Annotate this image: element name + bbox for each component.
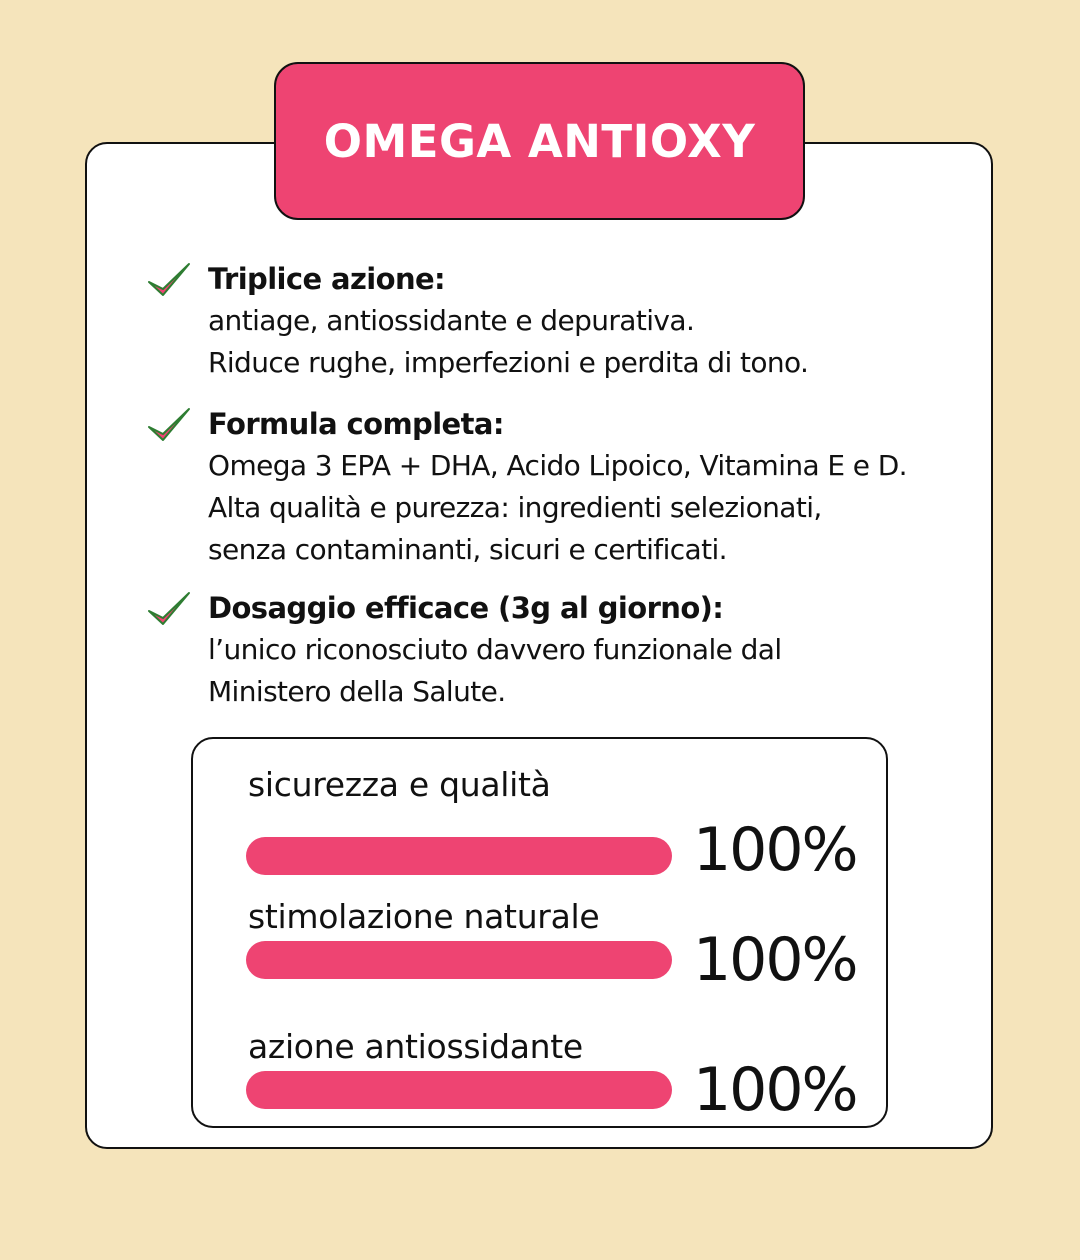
feature-line: l’unico riconosciuto davvero funzionale dal <box>208 633 782 666</box>
stats-panel <box>191 737 888 1128</box>
progress-bar-fill <box>246 837 672 875</box>
feature-line: senza contaminanti, sicuri e certificati. <box>208 533 727 566</box>
check-icon <box>146 260 192 300</box>
stat-value: 100% <box>693 1055 857 1125</box>
feature-heading: Formula completa: <box>208 407 504 441</box>
stat-value: 100% <box>693 815 857 885</box>
feature-line: Ministero della Salute. <box>208 675 506 708</box>
progress-bar-fill <box>246 941 672 979</box>
stat-label: stimolazione naturale <box>248 897 600 936</box>
check-icon <box>146 589 192 629</box>
feature-line: Riduce rughe, imperfezioni e perdita di tono. <box>208 346 809 379</box>
check-icon <box>146 405 192 445</box>
page-title: OMEGA ANTIOXY <box>323 114 756 168</box>
feature-heading: Triplice azione: <box>208 262 446 296</box>
feature-line: antiage, antiossidante e depurativa. <box>208 304 695 337</box>
feature-heading: Dosaggio efficace (3g al giorno): <box>208 591 724 625</box>
title-banner <box>274 62 805 220</box>
stat-label: azione antiossidante <box>248 1027 583 1066</box>
progress-bar <box>246 837 672 875</box>
progress-bar <box>246 1071 672 1109</box>
progress-bar <box>246 941 672 979</box>
feature-line: Alta qualità e purezza: ingredienti selezionati, <box>208 491 822 524</box>
progress-bar-fill <box>246 1071 672 1109</box>
stat-label: sicurezza e qualità <box>248 765 551 804</box>
stat-value: 100% <box>693 925 857 995</box>
feature-line: Omega 3 EPA + DHA, Acido Lipoico, Vitamina E e D. <box>208 449 907 482</box>
